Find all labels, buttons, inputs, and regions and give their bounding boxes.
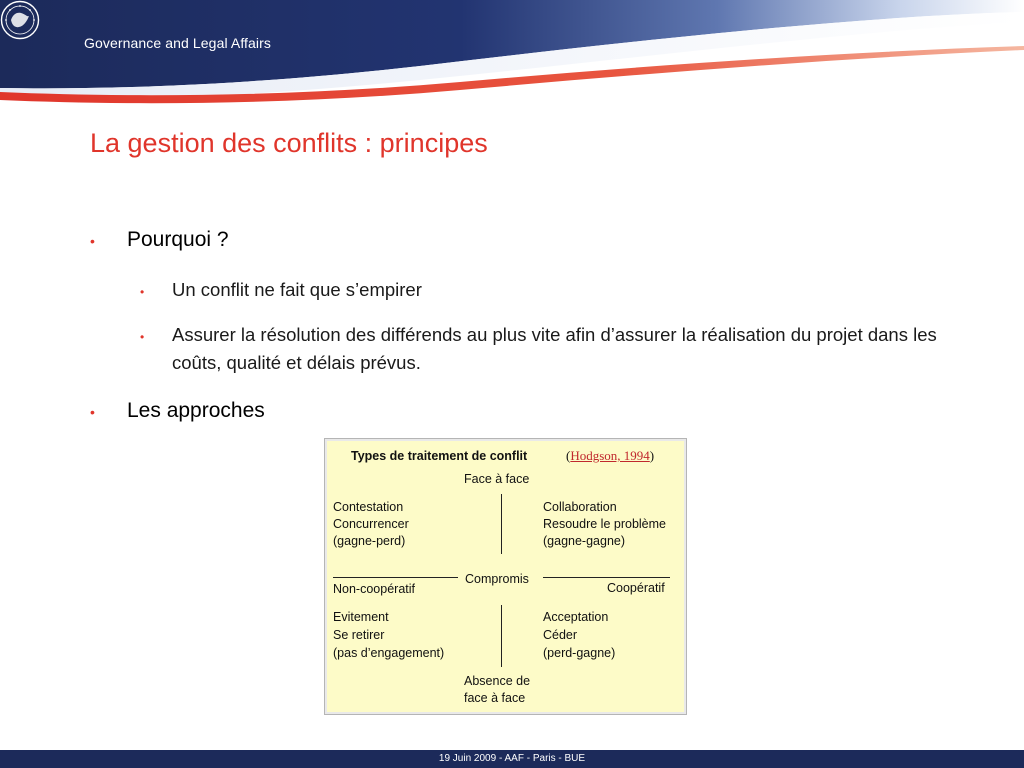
sub-bullet-text: Un conflit ne fait que s’empirer [172,279,422,300]
axis-horizontal-left [333,577,458,578]
bullet-dot-icon: • [90,233,95,249]
slide-title: La gestion des conflits : principes [90,128,488,158]
axis-vertical-top [501,494,502,554]
bullet-approaches [90,399,265,423]
bullet-text: Pourquoi ? [127,228,229,251]
bullet-dot-icon: • [90,404,95,420]
label-compromis: Compromis [465,572,529,586]
label-non-cooperatif: Non-coopératif [333,582,415,596]
tl-line-3: (gagne-perd) [333,534,406,548]
axis-vertical-bottom [501,605,502,667]
conflict-types-figure [324,438,687,715]
tr-line-1: Collaboration [543,500,617,514]
header-swoosh [0,0,1024,110]
bottom-line-2: face à face [464,691,526,705]
label-face-a-face: Face à face [464,472,530,486]
figure-title: Types de traitement de conflit [351,449,528,463]
sub-bullet-text: Assurer la résolution des différends au plus vite afin d’assurer la réalisation du projet dans les coûts, qualité et délais prévus. [172,324,937,373]
bl-line-2: Se retirer [333,628,385,642]
sub-bullet-resolution [140,321,970,377]
footer-bar [0,750,1024,768]
sub-bullet-conflict [140,276,970,306]
uefa-logo [0,0,40,40]
footer-text: 19 Juin 2009 - AAF - Paris - BUE [438,753,586,764]
header-banner [0,0,1024,110]
bullet-text: Les approches [127,399,265,422]
tr-line-2: Resoudre le problème [543,517,666,531]
bullet-dot-icon: • [140,285,145,299]
bottom-line-1: Absence de [464,674,531,688]
bl-line-3: (pas d’engagement) [333,646,445,660]
bullet-dot-icon: • [140,330,145,344]
org-title: Governance and Legal Affairs [84,35,272,51]
figure-citation: (Hodgson, 1994) [566,448,655,463]
citation-ref: Hodgson, 1994 [570,448,650,463]
br-line-2: Céder [543,628,578,642]
label-cooperatif: Coopératif [607,581,665,595]
tl-line-1: Contestation [333,500,404,514]
bullet-why [90,228,229,252]
tr-line-3: (gagne-gagne) [543,534,626,548]
br-line-1: Acceptation [543,610,609,624]
axis-horizontal-right [543,577,670,578]
bl-line-1: Evitement [333,610,389,624]
br-line-3: (perd-gagne) [543,646,616,660]
tl-line-2: Concurrencer [333,517,409,531]
